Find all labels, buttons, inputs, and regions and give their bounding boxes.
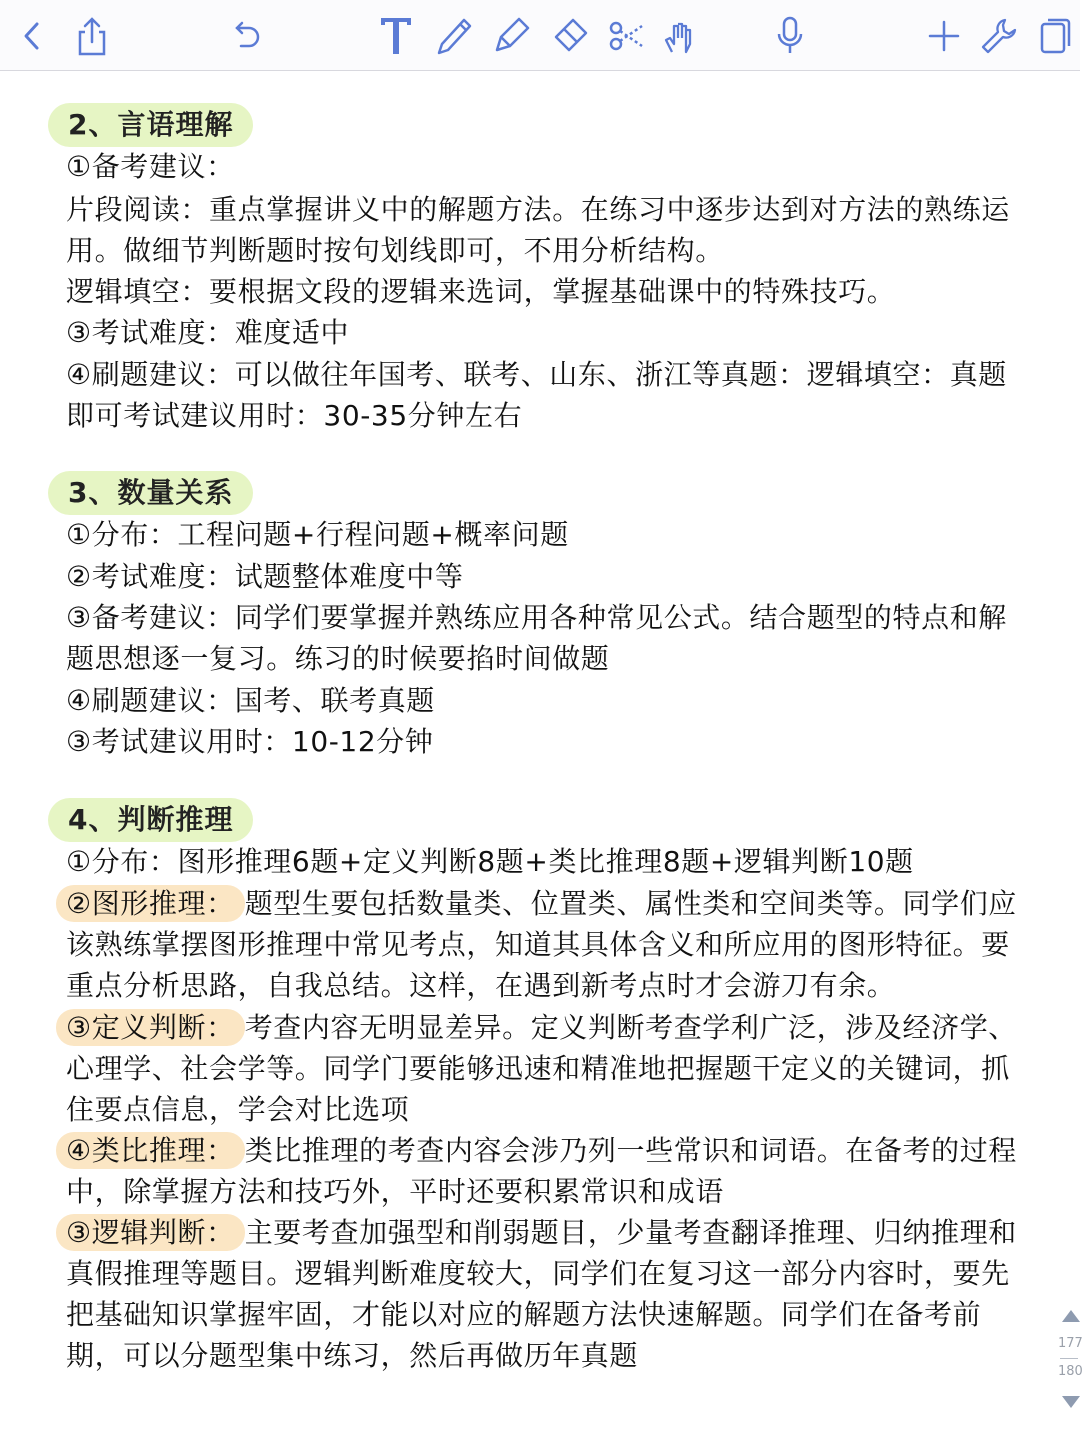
text-line: 住要点信息，学会对比选项 (66, 1093, 410, 1126)
text-line: ③备考建议：同学们要掌握并熟练应用各种常见公式。结合题型的特点和解 (66, 601, 1007, 634)
highlight-label-luoji: ③逻辑判断： (56, 1214, 245, 1251)
text-line: 题思想逐一复习。练习的时候要掐时间做题 (66, 642, 610, 675)
text-segment: 题型生要包括数量类、位置类、属性类和空间类等。同学们应 (244, 887, 1017, 920)
highlight-label-dingyi: ③定义判断： (56, 1009, 245, 1046)
section-title-shuliang: 3、数量关系 (48, 471, 253, 515)
text-line (66, 1212, 1036, 1253)
page-down-icon[interactable] (1062, 1396, 1080, 1408)
total-page-number: 180 (1058, 1364, 1083, 1379)
text-line (66, 1007, 1036, 1048)
current-page-number: 177 (1058, 1336, 1083, 1351)
text-line: ④刷题建议：可以做往年国考、联考、山东、浙江等真题：逻辑填空：真题 (66, 358, 1007, 391)
page-up-icon[interactable] (1062, 1310, 1080, 1322)
text-line: 即可考试建议用时：30-35分钟左右 (66, 399, 523, 432)
text-line: ④刷题建议：国考、联考真题 (66, 684, 435, 717)
text-line: 期，可以分题型集中练习，然后再做历年真题 (66, 1339, 639, 1372)
text-line: 把基础知识掌握牢固，才能以对应的解题方法快速解题。同学们在备考前 (66, 1298, 982, 1331)
text-line: ③考试建议用时：10-12分钟 (66, 725, 434, 758)
text-segment: 考查内容无明显差异。定义判断考查学利广泛，涉及经济学、 (244, 1011, 1017, 1044)
text-line: ①备考建议： (66, 150, 235, 183)
text-segment: 主要考查加强型和削弱题目，少量考查翻译推理、归纳推理和 (244, 1216, 1017, 1249)
text-line: ②考试难度：试题整体难度中等 (66, 560, 464, 593)
page-divider (1060, 1358, 1078, 1359)
text-line: 重点分析思路，自我总结。这样，在遇到新考点时才会游刀有余。 (66, 969, 896, 1002)
text-line: 片段阅读：重点掌握讲义中的解题方法。在练习中逐步达到对方法的熟练运 (66, 193, 1010, 226)
section-title-yanyu: 2、言语理解 (48, 103, 253, 147)
section-title-panduan: 4、判断推理 (48, 798, 253, 842)
text-line: 逻辑填空：要根据文段的逻辑来选词，掌握基础课中的特殊技巧。 (66, 275, 896, 308)
text-line: 中，除掌握方法和技巧外，平时还要积累常识和成语 (66, 1175, 724, 1208)
text-line: ①分布：图形推理6题+定义判断8题+类比推理8题+逻辑判断10题 (66, 845, 914, 878)
text-line: 心理学、社会学等。同学门要能够迅速和精准地把握题干定义的关键词，抓 (66, 1052, 1010, 1085)
text-line (66, 883, 1036, 924)
text-line: 真假推理等题目。逻辑判断难度较大，同学们在复习这一部分内容时，要先 (66, 1257, 1010, 1290)
highlight-label-leibi: ④类比推理： (56, 1132, 245, 1169)
page-indicator[interactable] (1058, 1310, 1083, 1410)
text-line: 该熟练掌摆图形推理中常见考点，知道其具体含义和所应用的图形特征。要 (66, 928, 1010, 961)
text-line (66, 1130, 1036, 1171)
text-line: 用。做细节判断题时按句划线即可，不用分析结构。 (66, 234, 724, 267)
text-segment: 类比推理的考查内容会涉乃列一些常识和词语。在备考的过程 (244, 1134, 1017, 1167)
text-line: ①分布：工程问题+行程问题+概率问题 (66, 518, 569, 551)
highlight-label-tuxing: ②图形推理： (56, 885, 245, 922)
text-line: ③考试难度：难度适中 (66, 316, 350, 349)
